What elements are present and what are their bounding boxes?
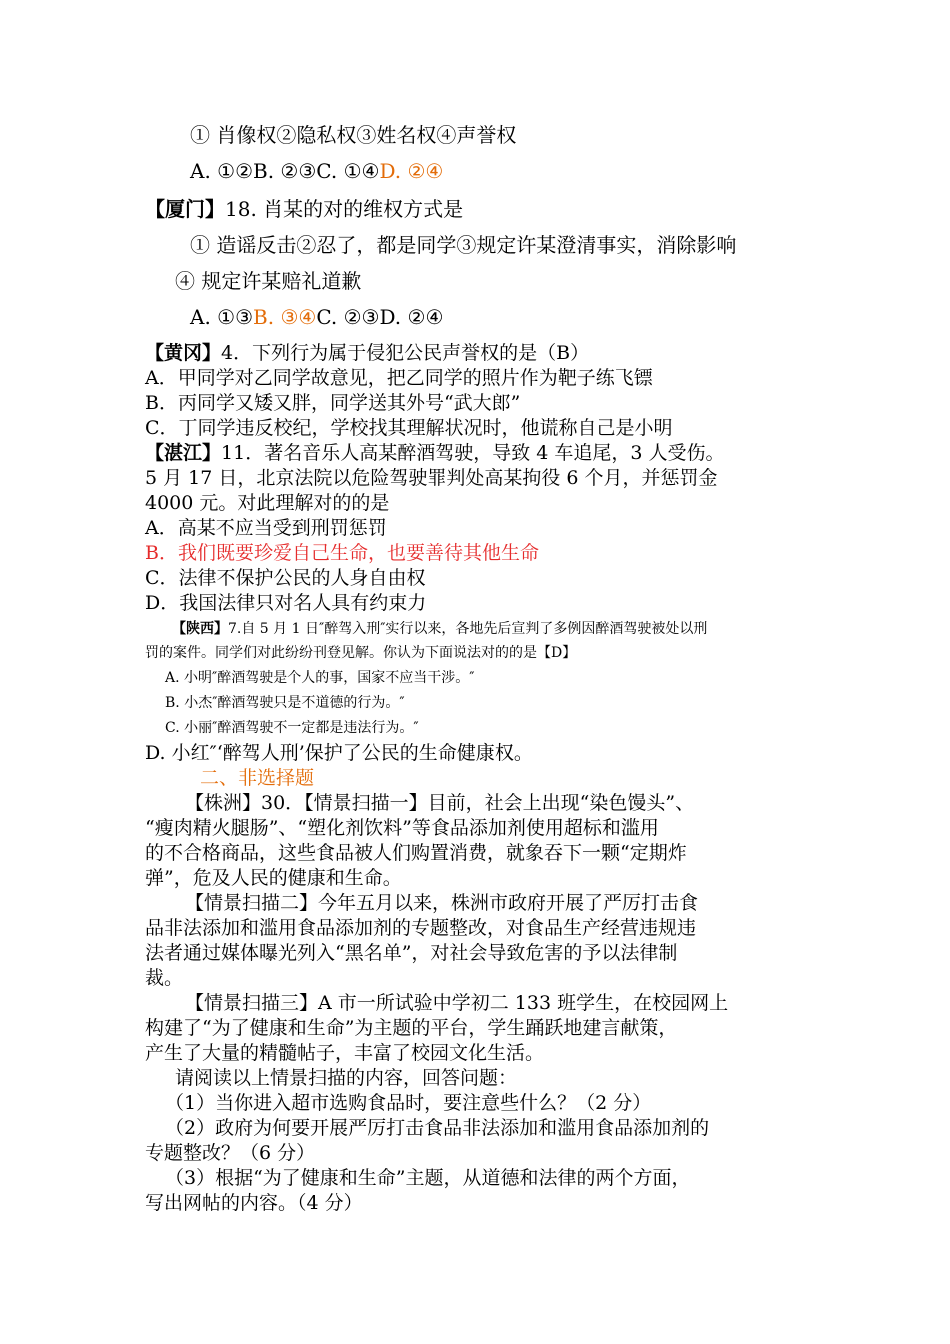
xiamen-question: 18. 肖某的对的维权方式是 xyxy=(225,197,464,221)
zhanjiang-option-a: A．高某不应当受到刑罚惩罚 xyxy=(145,517,387,539)
huanggang-option-c: C．丁同学违反校纪，学校找其理解状况时，他谎称自己是小明 xyxy=(145,417,673,439)
zhuzhou-p2-line-2: 品非法添加和滥用食品添加剂的专题整改，对食品生产经营违规违 xyxy=(145,917,697,939)
shaanxi-question: 7.自 5 月 1 日″醉驾入刑″实行以来，各地先后宣判了多例因醉酒驾驶被处以刑 xyxy=(228,621,708,637)
xiamen-ans-correct: B. ③④ xyxy=(253,305,317,329)
zhuzhou-question-3-line-2: 写出网帖的内容。（4 分） xyxy=(145,1192,363,1214)
section-heading-non-choice: 二、非选择题 xyxy=(200,767,315,789)
zhanjiang-question: 11．著名音乐人高某醉酒驾驶，导致 4 车追尾，3 人受伤。 xyxy=(221,442,725,464)
shaanxi-option-b: B. 小杰″醉酒驾驶只是不道德的行为。″ xyxy=(165,695,405,711)
zhuzhou-p3-line-2: 构建了“为了健康和生命”为主题的平台，学生踊跃地建言献策， xyxy=(145,1017,678,1039)
zhuzhou-p1-line-1: 【株洲】30．【情景扫描一】目前，社会上出现“染色馒头”、 xyxy=(185,792,695,814)
zhuzhou-p2-line-1: 【情景扫描二】今年五月以来，株洲市政府开展了严厉打击食 xyxy=(185,892,699,914)
zhanjiang-option-b-correct: B．我们既要珍爱自己生命，也要善待其他生命 xyxy=(145,542,539,564)
q17-answer-correct: D. ②④ xyxy=(379,159,444,183)
shaanxi-stem-2: 罚的案件。同学们对此纷纷刊登见解。你认为下面说法对的的是【D】 xyxy=(145,645,577,661)
zhanjiang-stem-1 xyxy=(145,443,725,465)
zhuzhou-p1-line-2: “瘦肉精火腿肠”、“塑化剂饮料”等食品添加剂使用超标和滥用 xyxy=(145,817,659,839)
huanggang-option-b: B．丙同学又矮又胖，同学送其外号“武大郎” xyxy=(145,392,521,414)
zhuzhou-p3-line-3: 产生了大量的精髓帖子，丰富了校园文化生活。 xyxy=(145,1042,545,1064)
zhuzhou-p1-line-3: 的不合格商品，这些食品被人们购置消费，就象吞下一颗“定期炸 xyxy=(145,842,687,864)
zhuzhou-instruction: 请阅读以上情景扫描的内容，回答问题： xyxy=(175,1067,518,1089)
zhanjiang-option-d: D．我国法律只对名人具有约束力 xyxy=(145,592,427,614)
huanggang-tag: 【黄冈】 xyxy=(145,342,222,364)
xiamen-options-1: ① 造谣反击②忍了，都是同学③规定许某澄清事实，消除影响 xyxy=(190,233,737,257)
shaanxi-stem-1 xyxy=(172,621,707,637)
xiamen-answers xyxy=(190,306,443,329)
huanggang-option-a: A．甲同学对乙同学故意见，把乙同学的照片作为靶子练飞镖 xyxy=(145,367,653,389)
zhanjiang-stem-2: 5 月 17 日，北京法院以危险驾驶罪判处高某拘役 6 个月，并惩罚金 xyxy=(145,467,718,489)
zhanjiang-tag: 【湛江】 xyxy=(145,442,222,464)
xiamen-ans-a: A. ①③ xyxy=(190,305,254,329)
xiamen-tag: 【厦门】 xyxy=(145,197,225,221)
zhanjiang-stem-3: 4000 元。对此理解对的的是 xyxy=(145,492,390,514)
shaanxi-option-d: D. 小红″‘醉驾人刑’保护了公民的生命健康权。 xyxy=(145,742,533,764)
zhuzhou-p1-line-4: 弹”，危及人民的健康和生命。 xyxy=(145,867,402,889)
zhuzhou-question-3-line-1: （3）根据“为了健康和生命”主题，从道德和法律的两个方面， xyxy=(165,1167,691,1189)
huanggang-stem xyxy=(145,343,589,365)
shaanxi-option-a: A. 小明″醉酒驾驶是个人的事，国家不应当干涉。″ xyxy=(165,670,475,686)
q17-answers xyxy=(190,160,443,183)
q17-answers-plain: A. ①②B. ②③C. ①④ xyxy=(190,159,380,183)
zhuzhou-p2-line-3: 法者通过媒体曝光列入“黑名单”，对社会导致危害的予以法律制 xyxy=(145,942,678,964)
xiamen-ans-cd: C. ②③D. ②④ xyxy=(316,305,444,329)
xiamen-options-2: ④ 规定许某赔礼道歉 xyxy=(175,269,362,293)
zhuzhou-question-2-line-2: 专题整改？（6 分） xyxy=(145,1142,316,1164)
zhuzhou-question-1: （1）当你进入超市选购食品时，要注意些什么？（2 分） xyxy=(165,1092,652,1114)
zhuzhou-p2-line-4: 裁。 xyxy=(145,967,184,989)
q17-options: ① 肖像权②隐私权③姓名权④声誉权 xyxy=(190,123,517,147)
xiamen-stem xyxy=(145,198,463,221)
zhanjiang-option-c: C．法律不保护公民的人身自由权 xyxy=(145,567,426,589)
huanggang-question: 4．下列行为属于侵犯公民声誉权的是（B） xyxy=(221,342,590,364)
zhuzhou-question-2-line-1: （2）政府为何要开展严厉打击食品非法添加和滥用食品添加剂的 xyxy=(165,1117,710,1139)
shaanxi-tag: 【陕西】 xyxy=(172,621,228,637)
shaanxi-option-c: C. 小丽″醉酒驾驶不一定都是违法行为。″ xyxy=(165,720,419,736)
zhuzhou-p3-line-1: 【情景扫描三】A 市一所试验中学初二 133 班学生，在校园网上 xyxy=(185,992,729,1014)
